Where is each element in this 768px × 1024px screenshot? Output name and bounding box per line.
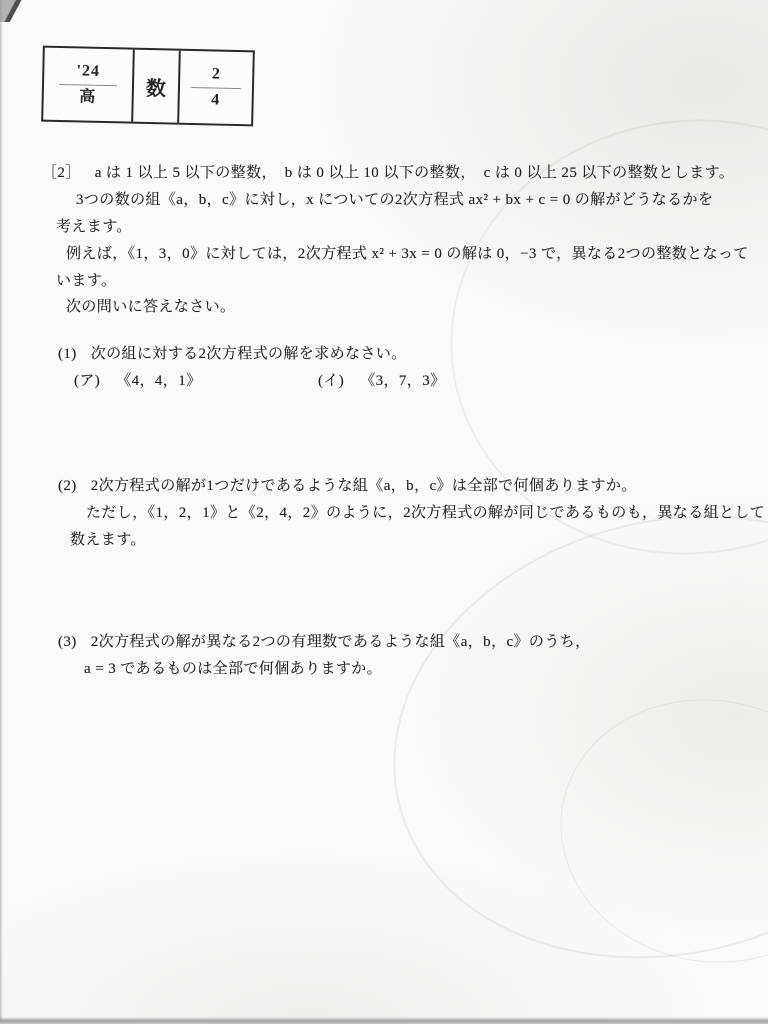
paper-corner-fold: [0, 0, 34, 22]
question-3: [58, 633, 591, 651]
question-3-line2: a = 3 であるものは全部で何個ありますか。: [84, 661, 383, 677]
question-1a-value: 《4，4，1》: [116, 373, 202, 389]
question-2: [58, 477, 637, 495]
question-1-sub-b: [318, 372, 446, 390]
exam-subject: 数: [145, 77, 167, 100]
question-2-line3: 数えます。: [70, 532, 146, 548]
question-2-label: (2): [58, 478, 77, 494]
exam-header-box: [41, 46, 255, 127]
question-1b-label: (イ): [318, 373, 345, 389]
problem-number: ［2］: [42, 165, 81, 181]
question-2-line1: 2次方程式の解が1つだけであるような組《a，b，c》は全部で何個ありますか。: [90, 478, 637, 494]
header-year-grade-cell: [43, 48, 133, 122]
paper-bottom-edge-shadow: [0, 1017, 768, 1024]
question-1-sub-a: [74, 372, 202, 390]
exam-grade: 高: [79, 87, 97, 106]
scan-pressure-mark: [540, 676, 768, 986]
problem-prompt: 次の問いに答えなさい。: [66, 299, 236, 315]
fraction-line: [191, 86, 241, 88]
problem-example-line1: 例えば，《1，3，0》に対しては，2次方程式 x² + 3x = 0 の解は 0，−3 で，異なる2つの整数となって: [66, 246, 749, 262]
question-3-label: (3): [58, 634, 77, 650]
fraction-line: [59, 83, 117, 85]
question-1b-value: 《3，7，3》: [360, 373, 446, 389]
question-1-text: 次の組に対する2次方程式の解を求めなさい。: [90, 346, 407, 362]
problem-intro-line2: 3つの数の組《a，b，c》に対し，x についての2次方程式 ax² + bx + c = 0 の解がどうなるかを: [76, 192, 714, 208]
scan-pressure-mark: [346, 458, 768, 1016]
question-1: [58, 345, 407, 363]
header-subject-cell: [131, 50, 179, 123]
problem-intro-line1: [42, 164, 734, 182]
question-2-line2: ただし，《1，2，1》と《2，4，2》のように，2次方程式の解が同じであるものも，異なる組として: [86, 505, 766, 521]
intro-text-1: a は 1 以上 5 以下の整数， b は 0 以上 10 以下の整数， c は 0 以上 25 以下の整数とします。: [94, 165, 735, 181]
page-number: 2: [211, 65, 221, 83]
problem-example-line2: います。: [56, 273, 117, 289]
question-3-line1: 2次方程式の解が異なる2つの有理数であるような組《a，b，c》のうち，: [90, 634, 591, 650]
paper-left-edge-shadow: [0, 0, 3, 1024]
question-1a-label: (ア): [74, 373, 101, 389]
question-1-label: (1): [58, 346, 77, 362]
header-page-cell: [177, 51, 253, 125]
problem-intro-line3: 考えます。: [56, 219, 132, 235]
page-total: 4: [211, 90, 221, 109]
exam-year: '24: [76, 62, 101, 81]
